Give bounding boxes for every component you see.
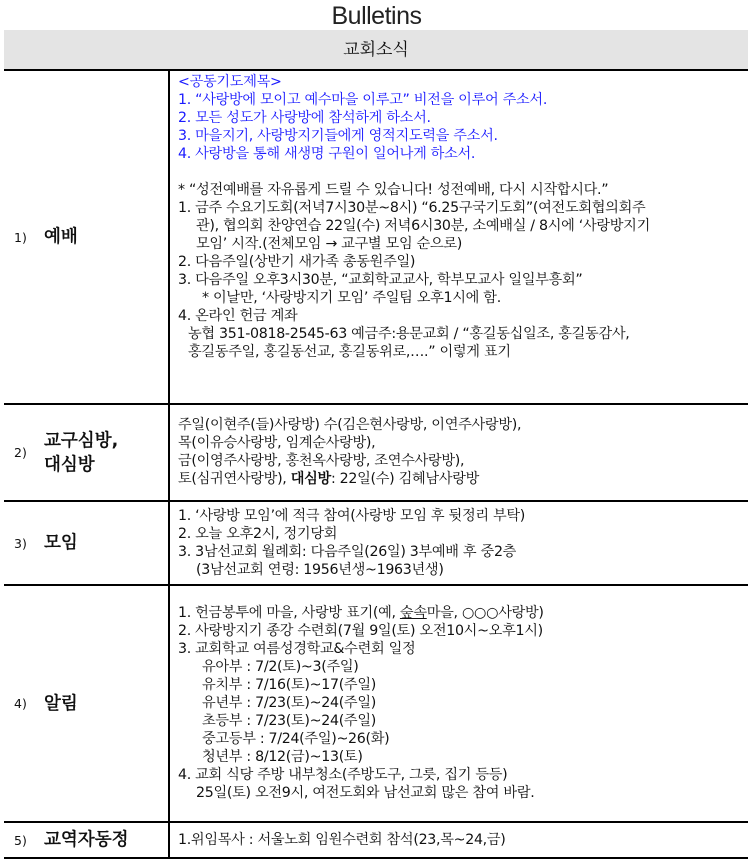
table-row-ministers — [4, 822, 748, 858]
list-item-continued: 모임’ 시작.(전체모임 → 교구별 모임 순으로) — [196, 236, 463, 252]
prayer-item: 2. 모든 성도가 사랑방에 참석하게 하소서. — [178, 110, 431, 126]
row-number: 5) — [14, 832, 27, 848]
bulletin-table — [4, 71, 748, 859]
row-number: 4) — [14, 696, 27, 711]
row-label-cell — [4, 822, 169, 858]
row-number: 2) — [14, 445, 27, 460]
schedule-item: 유치부 : 7/16(토)~17(주일) — [202, 677, 376, 693]
table-row-worship — [4, 71, 748, 404]
text-span: 1. 헌금봉투에 마을, 사랑방 표기(예, — [178, 605, 400, 621]
major-visit-label: 대심방 — [290, 471, 331, 487]
list-item-note: * 이날만, ‘사랑방지기 모임’ 주일팀 오후1시에 함. — [202, 290, 501, 306]
list-item-continued: (3남선교회 연령: 1956년생~1963년생) — [196, 561, 444, 578]
list-item: 4. 온라인 헌금 계좌 — [178, 308, 298, 324]
row-label-line: 대심방 — [44, 454, 95, 475]
prayer-heading: <공동기도제목> — [178, 74, 282, 90]
row-label-cell — [4, 501, 169, 585]
table-row-visitation — [4, 404, 748, 501]
row-label-cell — [4, 71, 169, 404]
table-row-announcements — [4, 585, 748, 822]
list-item: 3. 다음주일 오후3시30분, “교회학교교사, 학부모교사 일일부흥회” — [178, 272, 583, 288]
row-label-cell — [4, 585, 169, 822]
row-number: 1) — [14, 229, 27, 245]
list-item — [178, 470, 748, 488]
row-content-ministers — [169, 822, 748, 858]
list-item: 주일(이현주(들)사랑방) 수(김은현사랑방, 이연주사랑방), — [178, 417, 522, 433]
prayer-item: 4. 사랑방을 통해 새생명 구원이 일어나게 하소서. — [178, 146, 476, 162]
list-item: 1. ‘사랑방 모임’에 적극 참여(사랑방 모임 후 뒷정리 부탁) — [178, 507, 526, 524]
list-item: 목(이유승사랑방, 임계순사랑방), — [178, 435, 376, 451]
schedule-item: 중고등부 : 7/24(주일)~26(화) — [202, 731, 390, 747]
row-number: 3) — [14, 535, 27, 551]
list-item: 3. 교회학교 여름성경학교&수련회 일정 — [178, 641, 416, 657]
worship-notice: * “성전예배를 자유롭게 드릴 수 있습니다! 성전예배, 다시 시작합시다.” — [178, 182, 609, 198]
schedule-item: 초등부 : 7/23(토)~24(주일) — [202, 713, 376, 729]
bank-account: 농협 351-0818-2545-63 예금주:용문교회 / “홍길동십일조, 홍길동감사, — [188, 326, 630, 342]
row-label: 모임 — [44, 533, 78, 553]
schedule-item: 유아부 : 7/2(토)~3(주일) — [202, 659, 359, 675]
row-content-meetings — [169, 501, 748, 585]
schedule-item: 청년부 : 8/12(금)~13(토) — [202, 749, 363, 765]
text-span: 마을, ○○○사랑방) — [426, 605, 544, 621]
row-content-announcements — [169, 585, 748, 822]
list-item-continued: 25일(토) 오전9시, 여전도회와 남선교회 많은 참여 바람. — [196, 785, 535, 801]
list-item: 2. 오늘 오후2시, 정기당회 — [178, 525, 338, 542]
row-label: 교역자동정 — [44, 830, 129, 850]
row-content-visitation — [169, 404, 748, 501]
list-item: 2. 사랑방지기 종강 수련회(7월 9일(토) 오전10시~오후1시) — [178, 623, 543, 639]
list-item: 1. 금주 수요기도회(저녁7시30분~8시) “6.25구국기도회”(여전도회협의회주 — [178, 200, 646, 216]
row-label: 예배 — [44, 227, 78, 247]
text-span: : 22일(수) 김혜남사랑방 — [330, 471, 480, 487]
prayer-item: 1. “사랑방에 모이고 예수마을 이루고” 비전을 이루어 주소서. — [178, 92, 548, 108]
prayer-item: 3. 마을지기, 사랑방지기들에게 영적지도력을 주소서. — [178, 128, 498, 144]
list-item: 1.위임목사 : 서울노회 임원수련회 참석(23,목~24,금) — [178, 831, 506, 848]
page-title: Bulletins — [331, 2, 422, 30]
list-item: 금(이영주사랑방, 홍천옥사랑방, 조연수사랑방), — [178, 453, 465, 469]
bank-account-note: 홍길동주일, 홍길동선교, 홍길동위로,….” 이렇게 표기 — [188, 344, 511, 360]
row-label — [44, 429, 118, 477]
row-label-line: 교구심방, — [44, 430, 119, 451]
list-item-continued: 관), 협의회 찬양연습 22일(수) 저녁6시30분, 소예배실 / 8시에 ‘사랑방지기 — [196, 218, 650, 234]
list-item: 3. 3남선교회 월례회: 다음주일(26일) 3부예배 후 중2층 — [178, 543, 517, 560]
list-item — [178, 604, 748, 622]
table-row-meetings — [4, 501, 748, 585]
underlined-text: 숲속 — [399, 605, 427, 621]
row-label: 알림 — [44, 693, 78, 714]
list-item: 4. 교회 식당 주방 내부청소(주방도구, 그릇, 집기 등등) — [178, 767, 508, 783]
row-label-cell — [4, 404, 169, 501]
list-item: 2. 다음주일(상반기 새가족 총동원주일) — [178, 254, 416, 270]
section-header: 교회소식 — [4, 30, 748, 71]
text-span: 토(심귀연사랑방), — [178, 471, 291, 487]
row-content-worship — [169, 71, 748, 404]
schedule-item: 유년부 : 7/23(토)~24(주일) — [202, 695, 376, 711]
